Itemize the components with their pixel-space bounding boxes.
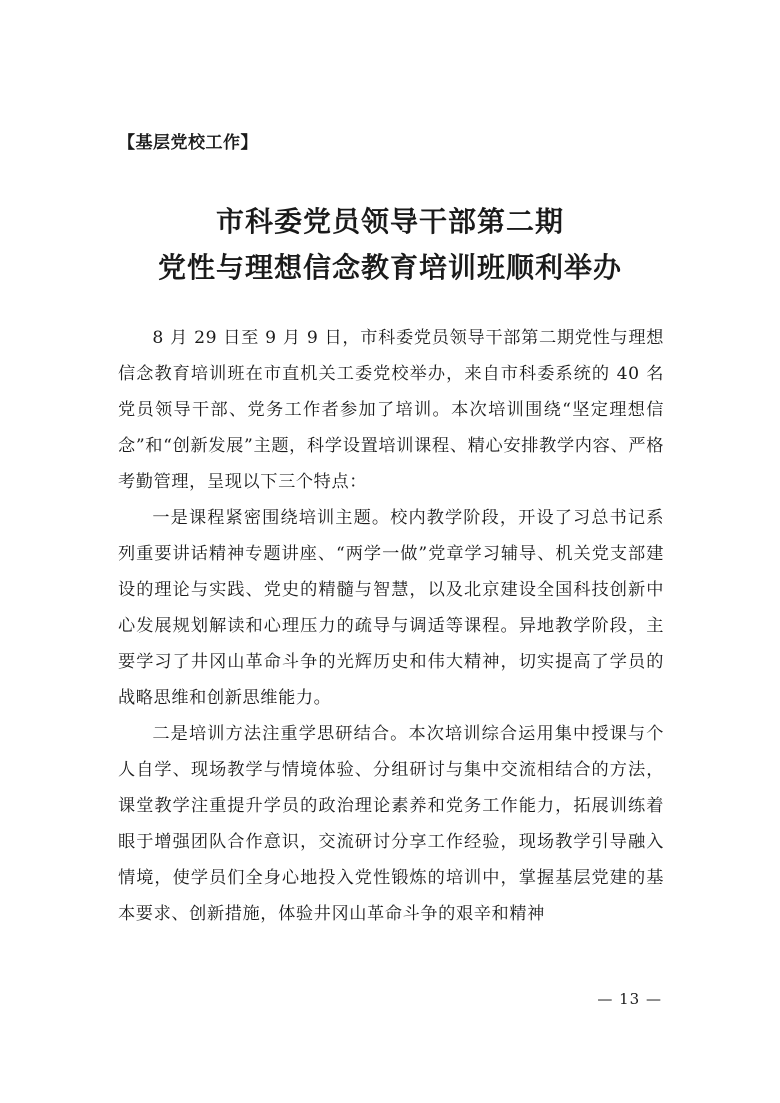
section-tag: 【基层党校工作】: [118, 133, 258, 153]
article-title-line-1: 市科委党员领导干部第二期: [215, 205, 564, 238]
paragraph-point-2: 二是培训方法注重学思研结合。本次培训综合运用集中授课与个人自学、现场教学与情境体验、分组研讨与集中交流相结合的方法，课堂教学注重提升学员的政治理论素养和党务工作能力，拓展训练着眼于增强团队合作意识，交流研讨分享工作经验，现场教学引导融入情境，使学员们全身心地投入党性锻炼的培训中，掌握基层党建的基本要求、创新措施，体验井冈山革命斗争的艰辛和精神: [118, 724, 664, 924]
page-number: — 13 —: [597, 990, 662, 1008]
paragraph-intro: 8 月 29 日至 9 月 9 日，市科委党员领导干部第二期党性与理想信念教育培训班在市直机关工委党校举办，来自市科委系统的 40 名党员领导干部、党务工作者参加了培训。本次培训围绕“坚定理想信念”和“创新发展”主题，科学设置培训课程、精心安排教学内容、严格考勤管理，呈现以下三个特点：: [118, 328, 664, 492]
article-body: [118, 320, 664, 932]
paragraph-point-1: 一是课程紧密围绕培训主题。校内教学阶段，开设了习总书记系列重要讲话精神专题讲座、“两学一做”党章学习辅导、机关党支部建设的理论与实践、党史的精髓与智慧，以及北京建设全国科技创新中心发展规划解读和心理压力的疏导与调适等课程。异地教学阶段，主要学习了井冈山革命斗争的光辉历史和伟大精神，切实提高了学员的战略思维和创新思维能力。: [118, 508, 664, 708]
article-title-line-2: 党性与理想信念教育培训班顺利举办: [157, 251, 622, 284]
